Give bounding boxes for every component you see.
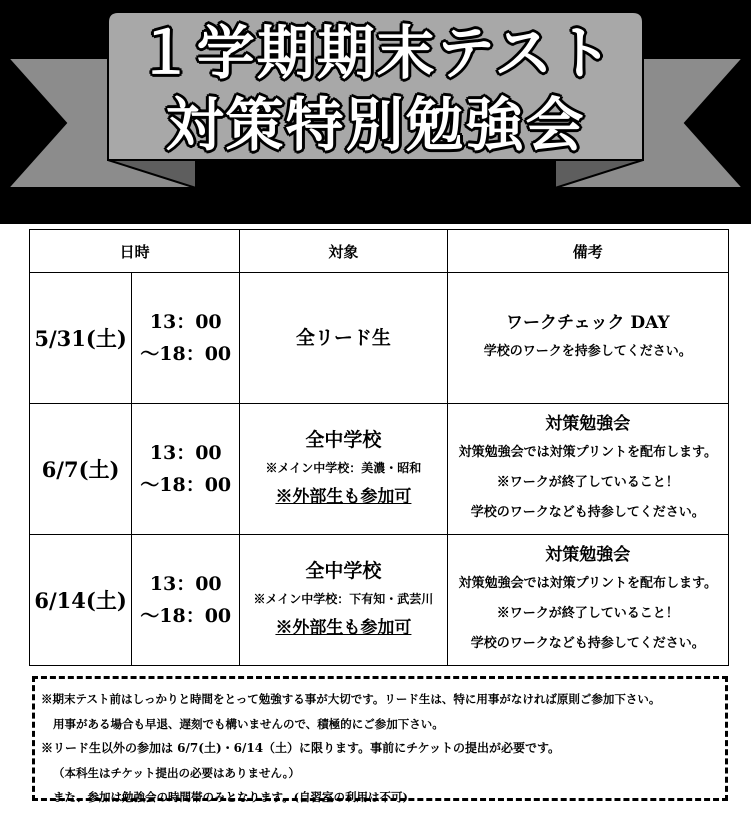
note-line: ※ワークが終了していること！ — [496, 606, 679, 621]
notice-line: ※期末テスト前はしっかりと時間をとって勉強する事が大切です。リード生は、特に用事がなければ原則ご参加下さい。 — [41, 692, 661, 706]
schedule-table — [29, 229, 729, 666]
time-cell — [132, 273, 240, 404]
note-cell — [447, 404, 728, 535]
target-cell — [240, 404, 447, 535]
title-line-2: 対策特別勉強会 — [165, 91, 586, 159]
target-main: 全リード生 — [295, 327, 391, 349]
header-target: 対象 — [240, 230, 447, 273]
target-main: 全中学校 — [305, 429, 382, 451]
time-end: ～18：00 — [140, 343, 232, 365]
header-datetime: 日時 — [30, 230, 240, 273]
target-sub: ※メイン中学校：美濃・昭和 — [265, 461, 422, 475]
table-row — [30, 535, 729, 666]
header-banner — [0, 0, 751, 224]
table-header-row — [30, 230, 729, 273]
notice-line: （本科生はチケット提出の必要はありません。） — [53, 765, 300, 780]
note-cell — [447, 535, 728, 666]
notice-box — [32, 676, 728, 804]
note-main: 対策勉強会 — [545, 414, 631, 434]
note-line: 対策勉強会では対策プリントを配布します。 — [458, 445, 718, 460]
note-main: ワークチェック DAY — [505, 313, 670, 333]
notice-line: 用事がある場合も早退、遅刻でも構いませんので、積極的にご参加下さい。 — [53, 716, 444, 731]
target-main: 全中学校 — [305, 560, 382, 582]
title-line-1: １学期期末テスト — [136, 19, 615, 87]
time-start: 13：00 — [149, 311, 222, 333]
notice-line: ※リード生以外の参加は 6/7(土)・6/14（土）に限ります。事前にチケットの提出が必要です。 — [41, 741, 561, 755]
time-cell — [132, 535, 240, 666]
target-cell — [240, 535, 447, 666]
note-cell — [447, 273, 728, 404]
note-line: ※ワークが終了していること！ — [496, 475, 679, 490]
target-cell — [240, 273, 447, 404]
time-start: 13：00 — [149, 573, 222, 595]
date-cell: 6/7(土) — [30, 404, 132, 535]
time-start: 13：00 — [149, 442, 222, 464]
note-main: 対策勉強会 — [545, 545, 631, 565]
table-row — [30, 404, 729, 535]
target-extra: ※外部生も参加可 — [275, 487, 412, 507]
header-note: 備考 — [447, 230, 728, 273]
date-cell: 6/14(土) — [30, 535, 132, 666]
note-line: 学校のワークなども持参してください。 — [470, 636, 705, 651]
note-line: 学校のワークなども持参してください。 — [470, 505, 705, 520]
time-end: ～18：00 — [140, 605, 232, 627]
note-line: 学校のワークを持参してください。 — [483, 344, 692, 359]
notice-line: また、参加は勉強会の時間帯のみとなります。(自習室の利用は不可) — [53, 790, 408, 804]
target-extra: ※外部生も参加可 — [275, 618, 412, 638]
target-sub: ※メイン中学校：下有知・武芸川 — [253, 592, 434, 606]
note-line: 対策勉強会では対策プリントを配布します。 — [458, 576, 718, 591]
time-cell — [132, 404, 240, 535]
time-end: ～18：00 — [140, 474, 232, 496]
table-row — [30, 273, 729, 404]
date-cell: 5/31(土) — [30, 273, 132, 404]
